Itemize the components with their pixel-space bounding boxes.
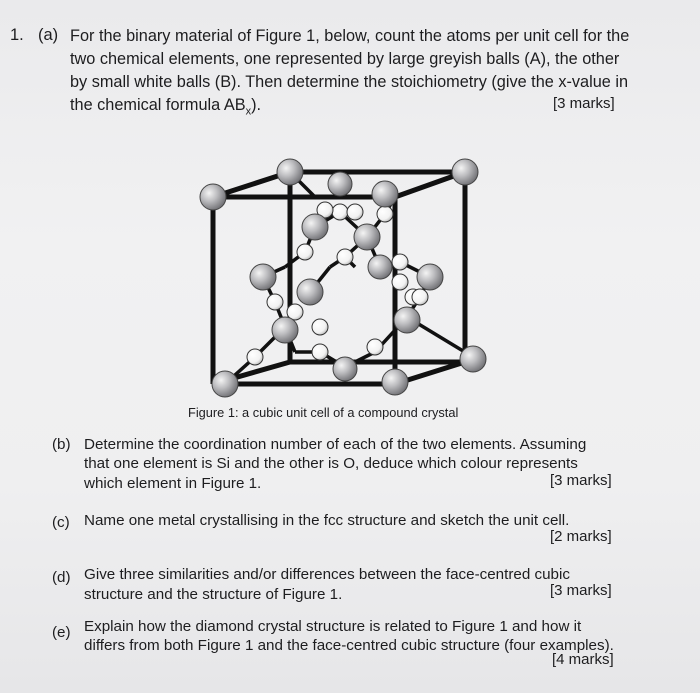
part-a-formula-end: ). <box>251 96 262 114</box>
part-a-formula-subscript: x <box>245 105 252 118</box>
small-ball <box>247 349 263 365</box>
figure-1-unit-cell <box>195 152 495 400</box>
large-ball <box>328 172 352 196</box>
large-ball <box>333 357 357 381</box>
unit-cell-diagram <box>195 152 495 400</box>
small-ball <box>377 206 393 222</box>
small-ball <box>412 289 428 305</box>
large-ball <box>200 184 226 210</box>
large-ball <box>354 224 380 250</box>
part-d-label: (d) <box>52 569 71 586</box>
part-e-marks: [4 marks] <box>552 651 614 668</box>
small-ball <box>267 294 283 310</box>
part-a-marks: [3 marks] <box>553 95 615 112</box>
large-ball <box>382 369 408 395</box>
part-e-label: (e) <box>52 624 71 641</box>
part-a-line-3: by small white balls (B). Then determine the stoichiometry (give the x-value in <box>70 73 629 91</box>
small-ball <box>332 204 348 220</box>
small-ball <box>297 244 313 260</box>
small-ball <box>312 319 328 335</box>
part-a-line-2: two chemical elements, one represented by large greyish balls (A), the other <box>70 50 620 68</box>
large-ball <box>452 159 478 185</box>
part-d-line-1: Give three similarities and/or differences between the face-centred cubic <box>84 566 570 583</box>
large-ball <box>372 181 398 207</box>
part-a-formula-text: the chemical formula AB <box>70 96 246 114</box>
part-e-line-1: Explain how the diamond crystal structure is related to Figure 1 and how it <box>84 618 582 635</box>
part-c-label: (c) <box>52 514 70 531</box>
question-number: 1. <box>10 26 24 44</box>
small-ball <box>392 254 408 270</box>
large-ball <box>250 264 276 290</box>
part-b-marks: [3 marks] <box>550 472 612 489</box>
small-ball <box>347 204 363 220</box>
small-ball <box>392 274 408 290</box>
large-ball <box>417 264 443 290</box>
part-a-line-1: For the binary material of Figure 1, below, count the atoms per unit cell for the <box>70 27 630 45</box>
part-b-line-1: Determine the coordination number of each of the two elements. Assuming <box>84 436 587 453</box>
large-ball <box>394 307 420 333</box>
part-c-marks: [2 marks] <box>550 528 612 545</box>
part-d-line-2: structure and the structure of Figure 1. <box>84 586 343 603</box>
large-ball <box>460 346 486 372</box>
part-c-line-1: Name one metal crystallising in the fcc structure and sketch the unit cell. <box>84 512 570 529</box>
part-a-label: (a) <box>38 26 59 44</box>
large-ball <box>302 214 328 240</box>
figure-caption: Figure 1: a cubic unit cell of a compound crystal <box>188 405 459 420</box>
small-ball <box>312 344 328 360</box>
large-ball <box>212 371 238 397</box>
part-b-line-3: which element in Figure 1. <box>84 475 262 492</box>
part-b-label: (b) <box>52 436 71 453</box>
large-ball <box>368 255 392 279</box>
small-ball <box>337 249 353 265</box>
part-b-line-2: that one element is Si and the other is O, deduce which colour represents <box>84 455 578 472</box>
large-ball <box>277 159 303 185</box>
large-ball <box>297 279 323 305</box>
small-ball <box>367 339 383 355</box>
part-a-line-4 <box>70 95 261 122</box>
part-d-marks: [3 marks] <box>550 582 612 599</box>
large-ball <box>272 317 298 343</box>
part-e-line-2: differs from both Figure 1 and the face-centred cubic structure (four examples). <box>84 637 614 654</box>
